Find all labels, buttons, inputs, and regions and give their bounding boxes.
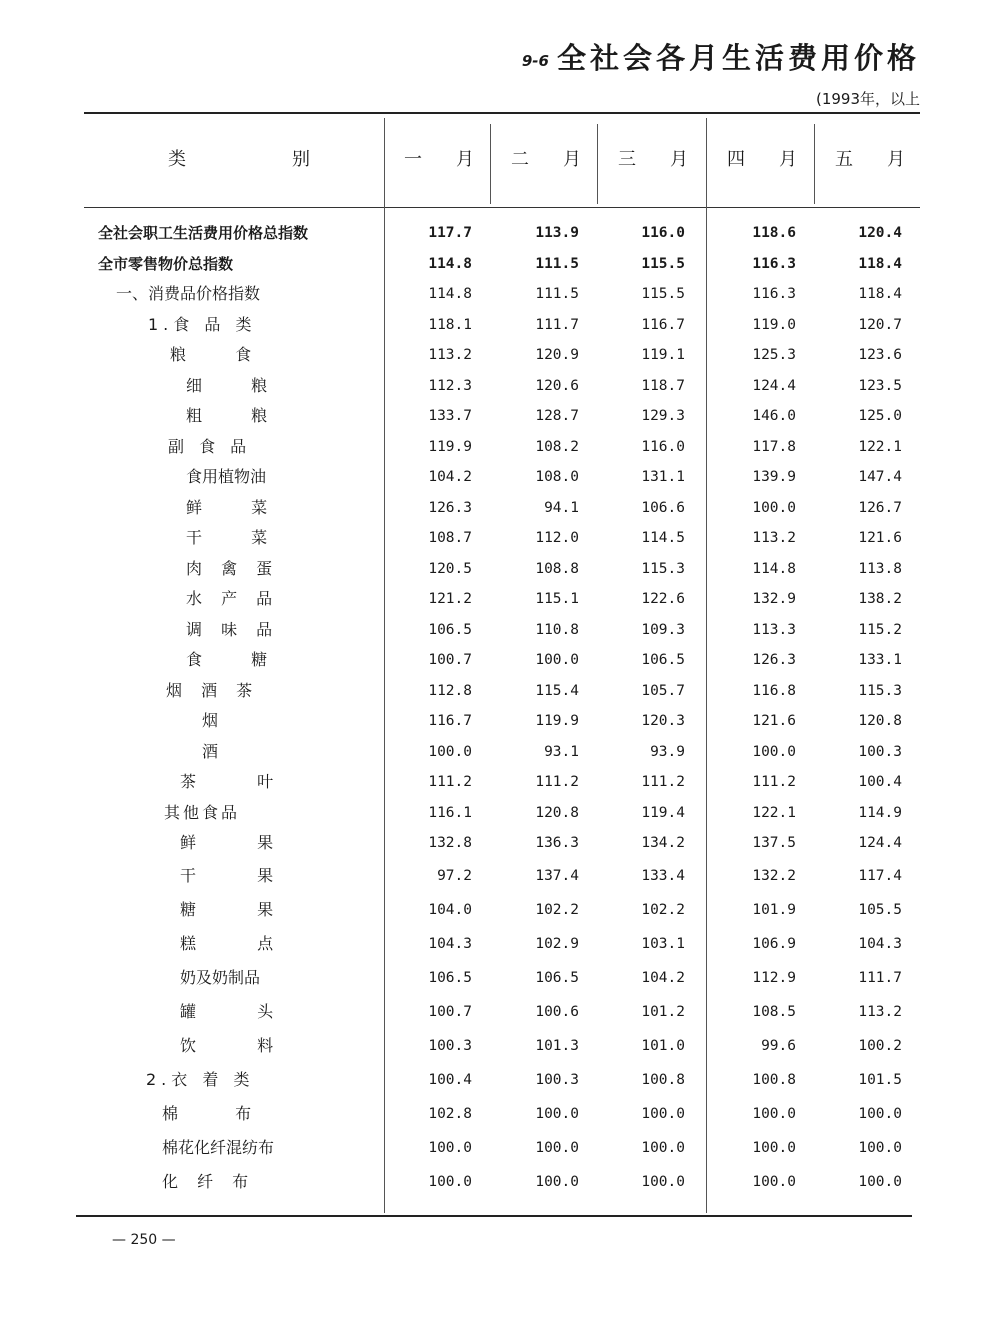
row-label: 粗 粮 <box>186 406 268 425</box>
cell-month-1: 111.2 <box>428 774 472 790</box>
cell-month-3: 100.0 <box>641 1105 685 1122</box>
row-label: 食 糖 <box>186 650 268 669</box>
cell-month-2: 100.0 <box>535 1105 579 1122</box>
header-month-3: 三 月 <box>618 149 688 170</box>
header-month-5: 五 月 <box>835 149 905 170</box>
cell-month-4: 121.6 <box>752 713 796 729</box>
cell-month-5: 122.1 <box>858 438 902 455</box>
cell-month-4: 100.0 <box>752 1139 796 1156</box>
cell-month-2: 100.0 <box>535 1173 579 1190</box>
cell-month-4: 122.1 <box>752 804 796 821</box>
cell-month-1: 100.7 <box>428 652 472 668</box>
cell-month-5: 113.2 <box>858 1003 902 1020</box>
table-row <box>0 554 1000 585</box>
table-row <box>0 927 1000 961</box>
cell-month-5: 123.5 <box>858 377 902 394</box>
cell-month-2: 115.4 <box>535 682 579 699</box>
row-label: 2.衣 着 类 <box>146 1069 255 1089</box>
table-number: 9-6 <box>521 52 549 70</box>
cell-month-1: 106.5 <box>428 969 472 986</box>
top-rule <box>84 112 920 114</box>
cell-month-1: 108.7 <box>428 530 472 546</box>
row-label: 食用植物油 <box>186 467 267 486</box>
cell-month-5: 123.6 <box>858 347 902 363</box>
cell-month-2: 136.3 <box>535 835 579 851</box>
table-row <box>0 995 1000 1029</box>
table-row <box>0 706 1000 737</box>
cell-month-3: 101.0 <box>641 1037 685 1054</box>
cell-month-5: 115.3 <box>858 682 902 699</box>
cell-month-2: 101.3 <box>535 1037 579 1054</box>
cell-month-4: 117.8 <box>752 438 796 455</box>
cell-month-2: 111.5 <box>535 255 579 272</box>
table-row <box>0 676 1000 707</box>
cell-month-4: 99.6 <box>761 1037 796 1054</box>
cell-month-4: 139.9 <box>752 469 796 485</box>
row-label: 糖 果 <box>180 899 274 919</box>
cell-month-4: 101.9 <box>752 901 796 918</box>
cell-month-4: 106.9 <box>752 935 796 952</box>
cell-month-4: 124.4 <box>752 377 796 394</box>
cell-month-2: 115.1 <box>535 591 579 607</box>
cell-month-5: 100.2 <box>858 1037 902 1054</box>
row-label: 其他食品 <box>164 802 241 822</box>
cell-month-4: 118.6 <box>752 225 796 241</box>
cell-month-2: 100.6 <box>535 1003 579 1020</box>
row-label: 烟 <box>202 711 219 730</box>
cell-month-4: 100.0 <box>752 743 796 760</box>
table-row <box>0 893 1000 927</box>
cell-month-2: 100.3 <box>535 1071 579 1088</box>
cell-month-3: 122.6 <box>641 591 685 607</box>
row-label: 饮 料 <box>180 1035 274 1055</box>
cell-month-1: 100.0 <box>428 743 472 760</box>
cell-month-5: 126.7 <box>858 499 902 516</box>
cell-month-2: 112.0 <box>535 530 579 546</box>
cell-month-3: 115.5 <box>641 286 685 302</box>
table-note: (1993年，以上 <box>815 90 920 108</box>
cell-month-4: 137.5 <box>752 835 796 851</box>
cell-month-4: 146.0 <box>752 408 796 424</box>
header-month-2: 二 月 <box>511 149 581 170</box>
table-row <box>0 615 1000 646</box>
row-label: 肉 禽 蛋 <box>186 558 273 578</box>
cell-month-3: 106.6 <box>641 499 685 516</box>
cell-month-5: 104.3 <box>858 935 902 952</box>
table-row <box>0 371 1000 402</box>
cell-month-5: 147.4 <box>858 469 902 485</box>
cell-month-3: 109.3 <box>641 621 685 638</box>
table-row <box>0 859 1000 893</box>
cell-month-3: 106.5 <box>641 652 685 668</box>
cell-month-5: 100.0 <box>858 1105 902 1122</box>
cell-month-5: 125.0 <box>858 408 902 424</box>
cell-month-5: 100.3 <box>858 743 902 760</box>
row-label: 粮 食 <box>170 345 252 364</box>
cell-month-3: 131.1 <box>641 469 685 485</box>
cell-month-4: 132.2 <box>752 867 796 884</box>
table-row <box>0 218 1000 249</box>
cell-month-1: 120.5 <box>428 560 472 577</box>
row-label: 棉花化纤混纺布 <box>162 1137 275 1157</box>
cell-month-4: 116.3 <box>752 286 796 302</box>
cell-month-2: 100.0 <box>535 1139 579 1156</box>
cell-month-3: 102.2 <box>641 901 685 918</box>
row-label: 糕 点 <box>180 933 274 953</box>
cell-month-3: 101.2 <box>641 1003 685 1020</box>
row-label: 烟 酒 茶 <box>166 680 253 700</box>
table-row <box>0 798 1000 829</box>
cell-month-1: 100.7 <box>428 1003 472 1020</box>
row-label: 干 菜 <box>186 528 268 547</box>
cell-month-1: 113.2 <box>428 347 472 363</box>
table-row <box>0 1131 1000 1165</box>
cell-month-1: 100.0 <box>428 1139 472 1156</box>
cell-month-3: 129.3 <box>641 408 685 424</box>
cell-month-1: 116.1 <box>428 804 472 821</box>
row-label: 细 粮 <box>186 375 268 395</box>
row-label: 棉 布 <box>162 1103 252 1123</box>
cell-month-2: 100.0 <box>535 652 579 668</box>
cell-month-1: 121.2 <box>428 591 472 607</box>
row-label: 全社会职工生活费用价格总指数 <box>98 224 309 242</box>
cell-month-5: 120.4 <box>858 225 902 241</box>
cell-month-4: 116.3 <box>752 255 796 272</box>
table-row <box>0 1097 1000 1131</box>
cell-month-3: 100.0 <box>641 1139 685 1156</box>
cell-month-1: 132.8 <box>428 835 472 851</box>
table-row <box>0 828 1000 859</box>
cell-month-2: 102.9 <box>535 935 579 952</box>
cell-month-4: 119.0 <box>752 316 796 333</box>
cell-month-4: 113.3 <box>752 621 796 638</box>
cell-month-1: 117.7 <box>428 225 472 241</box>
cell-month-1: 119.9 <box>428 438 472 455</box>
cell-month-3: 119.4 <box>641 804 685 821</box>
cell-month-4: 112.9 <box>752 969 796 986</box>
cell-month-1: 114.8 <box>428 255 472 272</box>
cell-month-5: 118.4 <box>858 286 902 302</box>
table-row <box>0 737 1000 768</box>
cell-month-1: 106.5 <box>428 621 472 638</box>
row-label: 茶 叶 <box>180 772 274 791</box>
cell-month-2: 94.1 <box>544 499 579 516</box>
table-row <box>0 1029 1000 1063</box>
cell-month-2: 119.9 <box>535 713 579 729</box>
cell-month-2: 120.9 <box>535 347 579 363</box>
cell-month-1: 100.4 <box>428 1071 472 1088</box>
cell-month-3: 118.7 <box>641 377 685 394</box>
table-row <box>0 1063 1000 1097</box>
header-rule <box>84 207 920 208</box>
cell-month-2: 128.7 <box>535 408 579 424</box>
cell-month-5: 114.9 <box>858 804 902 821</box>
cell-month-4: 100.0 <box>752 499 796 516</box>
cell-month-1: 102.8 <box>428 1105 472 1122</box>
table-row <box>0 279 1000 310</box>
cell-month-4: 108.5 <box>752 1003 796 1020</box>
cell-month-4: 100.0 <box>752 1173 796 1190</box>
cell-month-2: 120.8 <box>535 804 579 821</box>
cell-month-5: 113.8 <box>858 560 902 577</box>
cell-month-2: 93.1 <box>544 743 579 760</box>
table-row <box>0 767 1000 798</box>
row-label: 全市零售物价总指数 <box>98 254 234 273</box>
cell-month-3: 103.1 <box>641 935 685 952</box>
cell-month-3: 116.0 <box>641 438 685 455</box>
page-title <box>522 36 920 77</box>
table-row <box>0 1165 1000 1199</box>
row-label: 副 食 品 <box>168 436 247 456</box>
cell-month-3: 100.0 <box>641 1173 685 1190</box>
cell-month-2: 108.0 <box>535 469 579 485</box>
cell-month-1: 118.1 <box>428 316 472 333</box>
table-row <box>0 310 1000 341</box>
cell-month-5: 100.0 <box>858 1173 902 1190</box>
cell-month-5: 121.6 <box>858 530 902 546</box>
cell-month-3: 115.3 <box>641 560 685 577</box>
table-row <box>0 249 1000 280</box>
cell-month-2: 113.9 <box>535 225 579 241</box>
cell-month-1: 104.2 <box>428 469 472 485</box>
cell-month-4: 100.0 <box>752 1105 796 1122</box>
cell-month-4: 126.3 <box>752 652 796 668</box>
row-label: 化 纤 布 <box>162 1171 249 1191</box>
cell-month-2: 111.2 <box>535 774 579 790</box>
row-label: 水 产 品 <box>186 589 273 608</box>
cell-month-3: 105.7 <box>641 682 685 699</box>
table-body <box>0 218 1000 1199</box>
cell-month-3: 111.2 <box>641 774 685 790</box>
cell-month-1: 112.8 <box>428 682 472 699</box>
cell-month-2: 111.7 <box>535 316 579 333</box>
row-label: 罐 头 <box>180 1001 274 1021</box>
table-title: 全社会各月生活费用价格 <box>556 41 920 75</box>
table-row <box>0 462 1000 493</box>
cell-month-1: 116.7 <box>428 713 472 729</box>
cell-month-3: 115.5 <box>641 255 685 272</box>
cell-month-5: 120.8 <box>858 713 902 729</box>
cell-month-2: 120.6 <box>535 377 579 394</box>
cell-month-3: 119.1 <box>641 347 685 363</box>
page-number: — 250 — <box>112 1232 176 1248</box>
header-category: 类 别 <box>168 149 310 170</box>
row-label: 干 果 <box>180 865 274 885</box>
cell-month-1: 114.8 <box>428 286 472 302</box>
cell-month-5: 100.4 <box>858 774 902 790</box>
cell-month-5: 120.7 <box>858 316 902 333</box>
cell-month-1: 112.3 <box>428 377 472 394</box>
row-label: 鲜 菜 <box>186 497 268 517</box>
cell-month-5: 133.1 <box>858 652 902 668</box>
column-divider <box>597 124 598 204</box>
cell-month-5: 124.4 <box>858 835 902 851</box>
cell-month-1: 104.0 <box>428 901 472 918</box>
row-label: 一、消费品价格指数 <box>116 284 261 303</box>
cell-month-5: 105.5 <box>858 901 902 918</box>
cell-month-2: 108.8 <box>535 560 579 577</box>
bottom-rule <box>76 1215 912 1217</box>
cell-month-1: 100.0 <box>428 1173 472 1190</box>
cell-month-2: 108.2 <box>535 438 579 455</box>
cell-month-4: 116.8 <box>752 682 796 699</box>
cell-month-2: 106.5 <box>535 969 579 986</box>
cell-month-3: 134.2 <box>641 835 685 851</box>
cell-month-3: 116.0 <box>641 225 685 241</box>
cell-month-5: 115.2 <box>858 621 902 638</box>
cell-month-5: 117.4 <box>858 867 902 884</box>
cell-month-1: 97.2 <box>437 867 472 884</box>
cell-month-1: 100.3 <box>428 1037 472 1054</box>
row-label: 鲜 果 <box>180 833 274 852</box>
table-row <box>0 584 1000 615</box>
cell-month-3: 120.3 <box>641 713 685 729</box>
header-month-1: 一 月 <box>404 149 474 170</box>
table-row <box>0 340 1000 371</box>
row-label: 酒 <box>202 741 219 761</box>
table-row <box>0 645 1000 676</box>
cell-month-3: 104.2 <box>641 969 685 986</box>
cell-month-3: 116.7 <box>641 316 685 333</box>
cell-month-4: 113.2 <box>752 530 796 546</box>
cell-month-2: 102.2 <box>535 901 579 918</box>
table-row <box>0 432 1000 463</box>
row-label: 奶及奶制品 <box>180 967 261 987</box>
cell-month-4: 111.2 <box>752 774 796 790</box>
table-row <box>0 961 1000 995</box>
cell-month-4: 132.9 <box>752 591 796 607</box>
cell-month-3: 100.8 <box>641 1071 685 1088</box>
cell-month-4: 125.3 <box>752 347 796 363</box>
cell-month-2: 137.4 <box>535 867 579 884</box>
cell-month-4: 114.8 <box>752 560 796 577</box>
cell-month-3: 114.5 <box>641 530 685 546</box>
cell-month-5: 111.7 <box>858 969 902 986</box>
cell-month-1: 104.3 <box>428 935 472 952</box>
header-month-4: 四 月 <box>727 149 797 170</box>
cell-month-2: 110.8 <box>535 621 579 638</box>
table-row <box>0 493 1000 524</box>
cell-month-5: 100.0 <box>858 1139 902 1156</box>
cell-month-5: 118.4 <box>858 255 902 272</box>
cell-month-4: 100.8 <box>752 1071 796 1088</box>
cell-month-5: 101.5 <box>858 1071 902 1088</box>
column-divider <box>490 124 491 204</box>
cell-month-3: 133.4 <box>641 867 685 884</box>
cell-month-3: 93.9 <box>650 743 685 760</box>
cell-month-1: 133.7 <box>428 408 472 424</box>
row-label: 1.食 品 类 <box>148 314 257 334</box>
table-row <box>0 401 1000 432</box>
table-row <box>0 523 1000 554</box>
cell-month-5: 138.2 <box>858 591 902 607</box>
column-divider <box>814 124 815 204</box>
row-label: 调 味 品 <box>186 619 273 639</box>
cell-month-1: 126.3 <box>428 499 472 516</box>
cell-month-2: 111.5 <box>535 286 579 302</box>
